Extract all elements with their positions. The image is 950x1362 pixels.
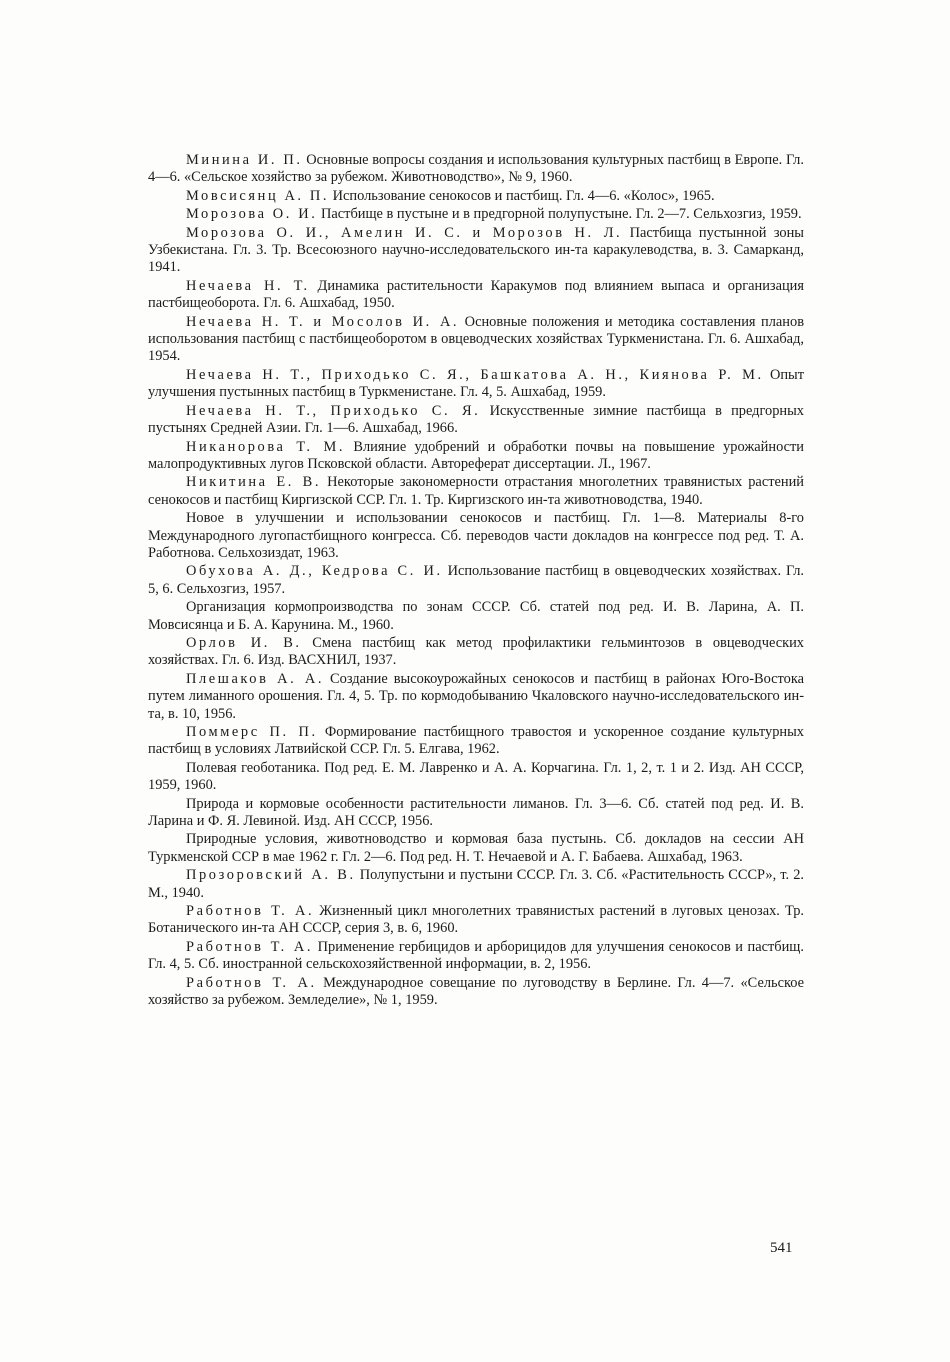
bibliography-entry [148, 439, 804, 474]
entry-text: Пастбище в пустыне и в предгорной полупустыне. Гл. 2—7. Сельхозгиз, 1959. [321, 206, 802, 223]
bibliography-entry [148, 152, 804, 187]
entry-text: Использование пастбищ в овцеводческих хозяйствах. Гл. 5, 6. Сельхозгиз, 1957. [148, 563, 805, 597]
bibliography-entry [148, 206, 804, 223]
bibliography-entry [148, 939, 804, 974]
bibliography-entry [148, 760, 804, 795]
entry-author: Обухова А. Д., Кедрова С. И. [186, 563, 443, 580]
entry-text: Динамика растительности Каракумов под влиянием выпаса и организация пастбищеоборота. Гл. 6. Ашхабад, 1950. [148, 277, 804, 312]
entry-text: Основные вопросы создания и использования культурных пастбищ в Европе. Гл. 4—6. «Сельское хозяйство за рубежом. Животноводство», № 9, 1960. [148, 152, 804, 186]
entry-author: Нечаева Н. Т. и Мосолов И. А. [186, 313, 460, 330]
bibliography-entry [148, 903, 804, 938]
entry-text: Природные условия, животноводство и кормовая база пустынь. Сб. докладов на сессии АН Туркменской ССР в мае 1962 г. Гл. 2—6. Под ред. Н. Т. Нечаевой и А. Г. Бабаева. Ашхабад, 1963. [148, 831, 804, 865]
entry-text: Организация кормопроизводства по зонам СССР. Сб. статей под ред. И. В. Ларина, А. П. Мовсисянца и Б. А. Карунина. М., 1960. [148, 599, 804, 633]
bibliography-entry [148, 510, 804, 562]
entry-text: Пастбища пустынной зоны Узбекистана. Гл. 3. Тр. Всесоюзного научно-исследовательского ин-та каракулеводства, в. 3. Самарканд, 1941. [148, 224, 804, 276]
bibliography-entry [148, 796, 804, 831]
entry-author: Нечаева Н. Т., Приходько С. Я., Башкатова А. Н., Киянова Р. М. [186, 366, 764, 383]
bibliography-entry [148, 403, 804, 438]
entry-text: Полупустыни и пустыни СССР. Гл. 3. Сб. «Растительность СССР», т. 2. М., 1940. [148, 867, 804, 901]
entry-text: Международное совещание по луговодству в Берлине. Гл. 4—7. «Сельское хозяйство за рубежом. Земледелие», № 1, 1959. [148, 974, 804, 1009]
bibliography-entry [148, 367, 804, 402]
entry-text: Некоторые закономерности отрастания многолетних травянистых растений сенокосов и пастбищ Киргизской ССР. Гл. 1. Тр. Киргизского ин-та животноводства, 1940. [148, 474, 804, 508]
entry-author: Нечаева Н. Т., Приходько С. Я. [186, 402, 481, 419]
bibliography-entry [148, 599, 804, 634]
entry-text: Опыт улучшения пустынных пастбищ в Туркменистане. Гл. 4, 5. Ашхабад, 1959. [148, 366, 804, 401]
entry-text: Создание высокоурожайных сенокосов и пастбищ в районах Юго-Востока путем лиманного орошения. Гл. 4, 5. Тр. по кормодобыванию Чкаловского научно-исследовательского ин-та, в. 10, 1956. [148, 670, 804, 722]
entry-text: Основные положения и методика составления планов использования пастбищ с пастбищеоборотом в овцеводческих хозяйствах Туркменистана. Гл. 6. Ашхабад, 1954. [148, 313, 804, 365]
bibliography-entry [148, 867, 804, 902]
bibliography-entry [148, 188, 804, 205]
bibliography-entry [148, 671, 804, 723]
entry-text: Формирование пастбищного травостоя и ускоренное создание культурных пастбищ в условиях Латвийской ССР. Гл. 5. Елгава, 1962. [148, 724, 804, 758]
entry-text: Смена пастбищ как метод профилактики гельминтозов в овцеводческих хозяйствах. Гл. 6. Изд. ВАСХНИЛ, 1937. [148, 634, 804, 669]
entry-text: Влияние удобрений и обработки почвы на повышение урожайности малопродуктивных лугов Псковской области. Автореферат диссертации. Л., 1967. [148, 438, 805, 472]
entry-author: Никанорова Т. М. [186, 438, 346, 455]
entry-author: Работнов Т. А. [186, 903, 315, 920]
entry-text: Применение гербицидов и арборицидов для улучшения сенокосов и пастбищ. Гл. 4, 5. Сб. иностранной сельскохозяйственной информации, в. 2, 1956. [148, 938, 804, 973]
entry-text: Новое в улучшении и использовании сенокосов и пастбищ. Гл. 1—8. Материалы 8-го Международного лугопастбищного конгресса. Сб. переводов части докладов на конгрессе под ред. Т. А. Работнова. Сельхозиздат, 1963. [148, 510, 804, 561]
bibliography-entry [148, 278, 804, 313]
entry-author: Плешаков А. А. [186, 670, 325, 687]
entry-author: Орлов И. В. [186, 634, 302, 651]
bibliography-entry [148, 831, 804, 866]
entry-text: Жизненный цикл многолетних травянистых растений в луговых ценозах. Тр. Ботанического ин-та АН СССР, серия 3, в. 6, 1960. [148, 903, 804, 937]
entry-author: Никитина Е. В. [186, 474, 322, 491]
entry-author: Минина И. П. [186, 152, 303, 168]
entry-text: Полевая геоботаника. Под ред. Е. М. Лавренко и А. А. Корчагина. Гл. 1, 2, т. 1 и 2. Изд. АН СССР, 1959, 1960. [148, 759, 804, 794]
entry-text: Природа и кормовые особенности растительности лиманов. Гл. 3—6. Сб. статей под ред. И. В. Ларина и Ф. Я. Левиной. Изд. АН СССР, 1956. [148, 795, 804, 830]
entry-text: Использование сенокосов и пастбищ. Гл. 4—6. «Колос», 1965. [332, 187, 715, 204]
entry-author: Работнов Т. А. [186, 938, 314, 955]
page-number: 541 [770, 1240, 793, 1256]
bibliography-entry [148, 724, 804, 759]
entry-author: Морозова О. И., Амелин И. С. и Морозов Н. Л. [186, 224, 623, 241]
entry-author: Поммерс П. П. [186, 724, 318, 740]
bibliography-entry [148, 225, 804, 277]
bibliography-entry [148, 474, 804, 509]
bibliography-entry [148, 314, 804, 366]
bibliography-entry [148, 635, 804, 670]
entry-author: Мовсисянц А. П. [186, 187, 330, 204]
entry-text: Искусственные зимние пастбища в предгорных пустынях Средней Азии. Гл. 1—6. Ашхабад, 1966. [148, 402, 804, 437]
entry-author: Морозова О. И. [186, 206, 318, 223]
bibliography-list [148, 152, 804, 1011]
bibliography-entry [148, 975, 804, 1010]
bibliography-entry [148, 563, 804, 598]
entry-author: Прозоровский А. В. [186, 867, 356, 884]
entry-author: Работнов Т. А. [186, 974, 317, 991]
entry-author: Нечаева Н. Т. [186, 277, 310, 294]
